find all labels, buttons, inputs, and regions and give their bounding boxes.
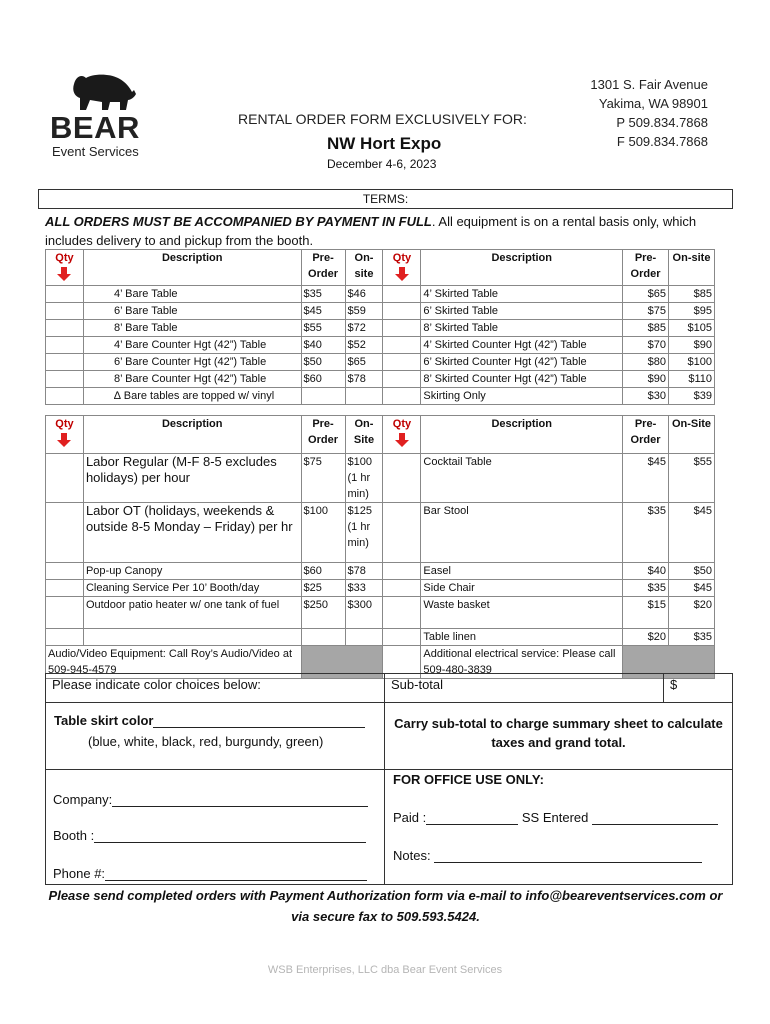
company-label: Company: bbox=[53, 792, 113, 807]
carry-note: Carry sub-total to charge summary sheet to calculate taxes and grand total. bbox=[394, 716, 723, 750]
table-row bbox=[46, 337, 715, 354]
item-desc: Waste basket bbox=[421, 597, 623, 629]
item-onsite: $65 bbox=[345, 354, 383, 371]
item-preorder: $20 bbox=[623, 629, 669, 646]
item-desc: Cocktail Table bbox=[421, 454, 623, 503]
qty-input[interactable] bbox=[383, 371, 421, 388]
table-row bbox=[46, 354, 715, 371]
item-desc: Easel bbox=[421, 563, 623, 580]
qty-input[interactable] bbox=[383, 303, 421, 320]
item-onsite: $100 (1 hr min) bbox=[345, 454, 383, 503]
item-preorder: $25 bbox=[301, 580, 345, 597]
desc-header: Description bbox=[83, 250, 301, 286]
item-desc: 6’ Skirted Table bbox=[421, 303, 623, 320]
submission-note: Please send completed orders with Payment Authorization form via e-mail to info@beareventservices.com or via secure fax to 509.593.5424. bbox=[48, 888, 723, 924]
item-desc: 4’ Bare Counter Hgt (42”) Table bbox=[83, 337, 301, 354]
item-preorder: $250 bbox=[301, 597, 345, 629]
qty-input-waste-basket[interactable] bbox=[383, 597, 421, 629]
tables-price-table bbox=[45, 249, 715, 405]
item-onsite: $33 bbox=[345, 580, 383, 597]
event-name: NW Hort Expo bbox=[327, 134, 442, 153]
item-preorder: $30 bbox=[623, 388, 669, 405]
item-preorder: $55 bbox=[301, 320, 345, 337]
table-row bbox=[46, 388, 715, 405]
qty-input-side-chair[interactable] bbox=[383, 580, 421, 597]
desc-header: Description bbox=[421, 416, 623, 454]
subtotal-input[interactable] bbox=[663, 673, 733, 703]
item-desc: 4’ Skirted Table bbox=[421, 286, 623, 303]
item-desc: 4’ Bare Table bbox=[83, 286, 301, 303]
qty-input[interactable] bbox=[46, 388, 84, 405]
down-arrow-icon bbox=[56, 266, 72, 282]
item-desc: Outdoor patio heater w/ one tank of fuel bbox=[83, 597, 301, 629]
item-onsite: $20 bbox=[669, 597, 715, 629]
item-onsite: $78 bbox=[345, 563, 383, 580]
skirt-color-input[interactable] bbox=[153, 715, 365, 728]
item-desc: Table linen bbox=[421, 629, 623, 646]
qty-input[interactable] bbox=[46, 337, 84, 354]
desc-header: Description bbox=[83, 416, 301, 454]
qty-input[interactable] bbox=[383, 337, 421, 354]
paid-label: Paid : bbox=[393, 810, 427, 825]
preorder-header: Pre-Order bbox=[301, 416, 345, 454]
qty-header: Qty bbox=[46, 416, 84, 454]
item-preorder: $70 bbox=[623, 337, 669, 354]
electrical-note: Additional electrical service: Please call 509-480-3839 bbox=[421, 646, 623, 679]
footer-company: WSB Enterprises, LLC dba Bear Event Services bbox=[267, 964, 503, 976]
booth-input[interactable] bbox=[94, 830, 366, 843]
empty-cell bbox=[301, 388, 345, 405]
item-preorder: $15 bbox=[623, 597, 669, 629]
skirt-color-label: Table skirt color bbox=[54, 713, 154, 728]
item-desc: Labor OT (holidays, weekends & outside 8-5 Monday – Friday) per hr bbox=[83, 503, 301, 563]
item-onsite: $78 bbox=[345, 371, 383, 388]
qty-input[interactable] bbox=[46, 286, 84, 303]
item-onsite: $45 bbox=[669, 580, 715, 597]
item-desc: Side Chair bbox=[421, 580, 623, 597]
table-row bbox=[46, 320, 715, 337]
onsite-header: On-Site bbox=[669, 416, 715, 454]
item-onsite: $85 bbox=[669, 286, 715, 303]
notes-input[interactable] bbox=[434, 850, 702, 863]
contact-box bbox=[45, 769, 385, 885]
item-preorder: $40 bbox=[623, 563, 669, 580]
down-arrow-icon bbox=[56, 432, 72, 448]
company-address bbox=[590, 75, 708, 151]
preorder-header: Pre-Order bbox=[623, 250, 669, 286]
onsite-header: On-site bbox=[345, 250, 383, 286]
onsite-header: On-Site bbox=[345, 416, 383, 454]
terms-bold: ALL ORDERS MUST BE ACCOMPANIED BY PAYMENT IN FULL bbox=[45, 214, 432, 229]
item-desc: 4’ Skirted Counter Hgt (42”) Table bbox=[421, 337, 623, 354]
qty-input-easel[interactable] bbox=[383, 563, 421, 580]
desc-header: Description bbox=[421, 250, 623, 286]
qty-input[interactable] bbox=[46, 303, 84, 320]
down-arrow-icon bbox=[394, 432, 410, 448]
carry-note-box bbox=[384, 702, 733, 770]
dollar-sign: $ bbox=[670, 677, 678, 692]
ss-label: SS Entered bbox=[521, 810, 589, 825]
av-equipment-note: Audio/Video Equipment: Call Roy’s Audio/Video at 509-945-4579 bbox=[46, 646, 302, 679]
item-preorder: $60 bbox=[301, 371, 345, 388]
item-desc: 6’ Bare Table bbox=[83, 303, 301, 320]
company-input[interactable] bbox=[112, 794, 368, 807]
table-row bbox=[46, 303, 715, 320]
qty-input[interactable] bbox=[46, 371, 84, 388]
item-preorder: $80 bbox=[623, 354, 669, 371]
qty-input-canopy[interactable] bbox=[46, 563, 84, 580]
address-fax: F 509.834.7868 bbox=[616, 134, 708, 149]
qty-input[interactable] bbox=[46, 354, 84, 371]
item-preorder: $90 bbox=[623, 371, 669, 388]
qty-input-heater[interactable] bbox=[46, 597, 84, 629]
item-onsite: $35 bbox=[669, 629, 715, 646]
item-desc: 8’ Skirted Counter Hgt (42”) Table bbox=[421, 371, 623, 388]
item-onsite: $55 bbox=[669, 454, 715, 503]
paid-input[interactable] bbox=[426, 812, 518, 825]
booth-label: Booth : bbox=[53, 828, 95, 843]
subtotal-label-box bbox=[384, 673, 664, 703]
qty-input[interactable] bbox=[383, 388, 421, 405]
qty-input[interactable] bbox=[46, 320, 84, 337]
item-onsite: $90 bbox=[669, 337, 715, 354]
item-preorder: $50 bbox=[301, 354, 345, 371]
item-preorder: $60 bbox=[301, 563, 345, 580]
item-onsite: $125 (1 hr min) bbox=[345, 503, 383, 563]
item-desc: 6’ Skirted Counter Hgt (42”) Table bbox=[421, 354, 623, 371]
item-preorder: $100 bbox=[301, 503, 345, 563]
item-desc: Labor Regular (M-F 8-5 excludes holidays) per hour bbox=[83, 454, 301, 503]
notes-label: Notes: bbox=[393, 848, 431, 863]
color-prompt-box bbox=[45, 673, 385, 703]
item-preorder: $45 bbox=[623, 454, 669, 503]
item-preorder: $45 bbox=[301, 303, 345, 320]
item-onsite: $95 bbox=[669, 303, 715, 320]
item-onsite: $46 bbox=[345, 286, 383, 303]
onsite-header: On-site bbox=[669, 250, 715, 286]
address-phone: P 509.834.7868 bbox=[616, 115, 708, 130]
qty-input[interactable] bbox=[383, 320, 421, 337]
terms-text bbox=[45, 212, 725, 250]
item-onsite: $50 bbox=[669, 563, 715, 580]
subtotal-label: Sub-total bbox=[391, 677, 444, 692]
phone-input[interactable] bbox=[105, 868, 367, 881]
item-onsite: $105 bbox=[669, 320, 715, 337]
item-desc: Skirting Only bbox=[421, 388, 623, 405]
address-line2: Yakima, WA 98901 bbox=[598, 96, 708, 111]
skirt-color-box bbox=[45, 702, 385, 770]
preorder-header: Pre-Order bbox=[623, 416, 669, 454]
qty-input-cleaning[interactable] bbox=[46, 580, 84, 597]
qty-input-labor-ot[interactable] bbox=[46, 503, 84, 563]
item-onsite: $39 bbox=[669, 388, 715, 405]
preorder-header: Pre-Order bbox=[301, 250, 345, 286]
item-desc: Pop-up Canopy bbox=[83, 563, 301, 580]
item-preorder: $75 bbox=[301, 454, 345, 503]
qty-input-bar-stool[interactable] bbox=[383, 503, 421, 563]
ss-input[interactable] bbox=[592, 812, 718, 825]
services-price-table bbox=[45, 415, 715, 679]
office-box bbox=[384, 769, 733, 885]
qty-input-table-linen[interactable] bbox=[383, 629, 421, 646]
item-onsite: $45 bbox=[669, 503, 715, 563]
color-prompt: Please indicate color choices below: bbox=[52, 677, 261, 692]
empty-cell bbox=[345, 388, 383, 405]
bear-logo bbox=[50, 70, 160, 162]
table-row bbox=[46, 371, 715, 388]
item-desc: ∆ Bare tables are topped w/ vinyl bbox=[83, 388, 301, 405]
down-arrow-icon bbox=[394, 266, 410, 282]
office-label: FOR OFFICE USE ONLY: bbox=[393, 772, 544, 787]
qty-input[interactable] bbox=[383, 286, 421, 303]
item-desc: 8’ Bare Counter Hgt (42”) Table bbox=[83, 371, 301, 388]
terms-heading: TERMS: bbox=[38, 189, 733, 209]
logo-subtitle: Event Services bbox=[52, 144, 139, 159]
address-line1: 1301 S. Fair Avenue bbox=[590, 77, 708, 92]
item-preorder: $75 bbox=[623, 303, 669, 320]
bear-silhouette-icon bbox=[68, 70, 138, 112]
item-onsite: $110 bbox=[669, 371, 715, 388]
item-desc: 8’ Skirted Table bbox=[421, 320, 623, 337]
qty-input[interactable] bbox=[383, 354, 421, 371]
event-date: December 4-6, 2023 bbox=[327, 157, 437, 171]
item-onsite: $59 bbox=[345, 303, 383, 320]
qty-header: Qty bbox=[383, 250, 421, 286]
logo-word: BEAR bbox=[50, 110, 140, 145]
item-onsite: $300 bbox=[345, 597, 383, 629]
table-row bbox=[46, 286, 715, 303]
terms-rest: . All equipment is on a rental basis only, which includes delivery to and pickup from the booth. bbox=[45, 214, 697, 248]
item-desc: Cleaning Service Per 10’ Booth/day bbox=[83, 580, 301, 597]
item-preorder: $35 bbox=[301, 286, 345, 303]
item-onsite: $100 bbox=[669, 354, 715, 371]
item-desc: 8’ Bare Table bbox=[83, 320, 301, 337]
item-onsite: $72 bbox=[345, 320, 383, 337]
skirt-color-options: (blue, white, black, red, burgundy, green) bbox=[88, 734, 324, 749]
item-preorder: $35 bbox=[623, 503, 669, 563]
item-desc: 6’ Bare Counter Hgt (42”) Table bbox=[83, 354, 301, 371]
qty-header: Qty bbox=[46, 250, 84, 286]
item-onsite: $52 bbox=[345, 337, 383, 354]
phone-label: Phone #: bbox=[53, 866, 106, 881]
qty-input-labor-regular[interactable] bbox=[46, 454, 84, 503]
item-desc: Bar Stool bbox=[421, 503, 623, 563]
item-preorder: $35 bbox=[623, 580, 669, 597]
qty-input-cocktail-table[interactable] bbox=[383, 454, 421, 503]
form-title: RENTAL ORDER FORM EXCLUSIVELY FOR: bbox=[238, 111, 527, 127]
item-preorder: $65 bbox=[623, 286, 669, 303]
item-preorder: $85 bbox=[623, 320, 669, 337]
item-preorder: $40 bbox=[301, 337, 345, 354]
qty-header: Qty bbox=[383, 416, 421, 454]
